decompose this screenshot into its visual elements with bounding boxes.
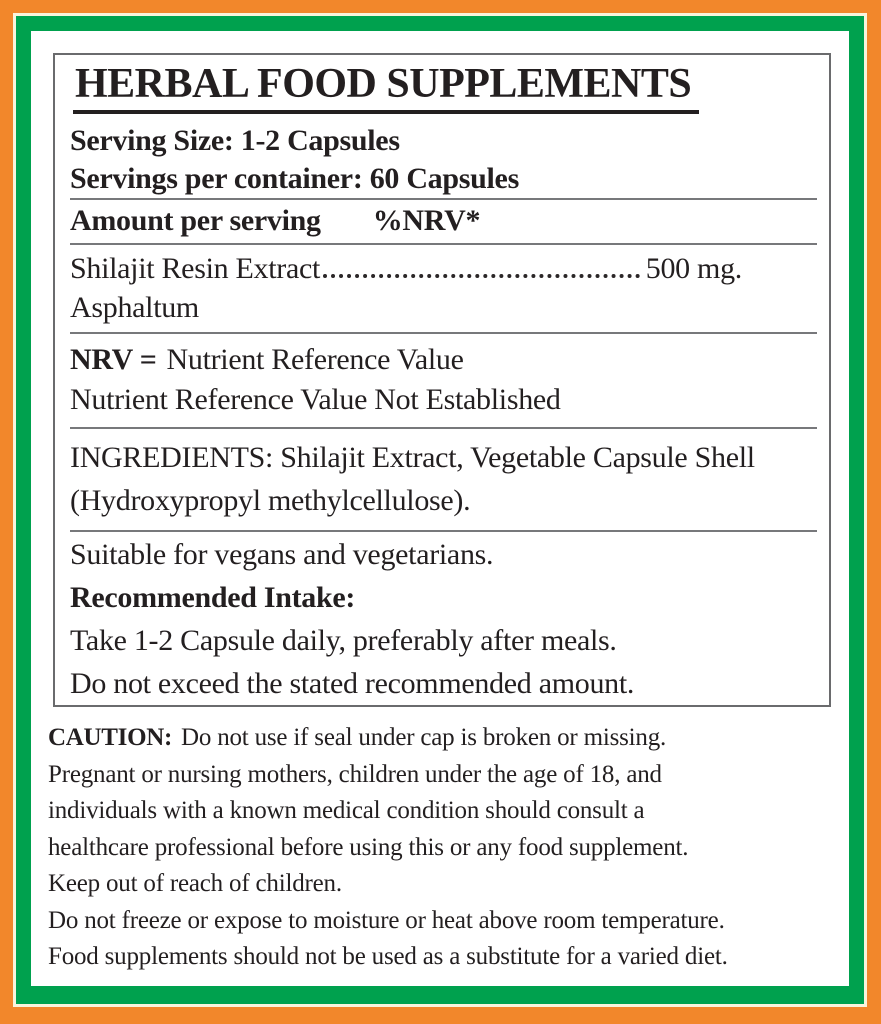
serving-size-line: Serving Size: 1-2 Capsules: [70, 124, 400, 157]
caution-line: individuals with a known medical condition should consult a: [48, 797, 645, 824]
caution-line: Keep out of reach of children.: [48, 870, 342, 897]
extract-name: Shilajit Resin Extract: [70, 252, 321, 285]
facts-header-section: [70, 55, 817, 198]
dotted-leader: [323, 274, 640, 278]
nrv-not-established-line: Nutrient Reference Value Not Established: [70, 383, 561, 416]
amount-per-serving-row: [70, 198, 817, 243]
amount-header-label: Amount per serving: [70, 204, 321, 237]
extract-amount-row: [70, 249, 742, 288]
ingredients-section: [70, 427, 817, 530]
nrv-definition-text: Nutrient Reference Value: [166, 343, 464, 376]
nrv-definition-line: [70, 340, 817, 380]
caution-line: Do not freeze or expose to moisture or heat above room temperature.: [48, 906, 725, 934]
nrv-note-section: [70, 332, 817, 427]
recommended-intake-section: [70, 530, 817, 706]
recommended-intake-label: Recommended Intake:: [70, 581, 356, 614]
panel-title: HERBAL FOOD SUPPLEMENTS: [73, 62, 699, 114]
ingredients-text: INGREDIENTS: Shilajit Extract, Vegetable Capsule Shell (Hydroxypropyl methylcellulose).: [70, 441, 755, 517]
caution-block: [48, 720, 848, 976]
extract-botanical-name: Asphaltum: [70, 291, 199, 324]
extract-section: [70, 243, 817, 332]
intake-instruction-line: Take 1-2 Capsule daily, preferably after meals.: [70, 624, 617, 657]
caution-line: healthcare professional before using this or any food supplement.: [48, 833, 689, 861]
caution-prefix: CAUTION:: [48, 724, 172, 751]
nrv-prefix: NRV =: [70, 343, 157, 376]
intake-warning-line: Do not exceed the stated recommended amount.: [70, 667, 635, 700]
supplement-facts-box: [53, 53, 831, 707]
suitability-line: Suitable for vegans and vegetarians.: [70, 538, 494, 571]
caution-line: [48, 720, 848, 757]
caution-line-text: Do not use if seal under cap is broken or missing.: [181, 724, 667, 751]
caution-line: Food supplements should not be used as a substitute for a varied diet.: [48, 943, 728, 970]
nrv-header-label: %NRV*: [372, 204, 481, 237]
caution-line: Pregnant or nursing mothers, children under the age of 18, and: [48, 760, 662, 788]
extract-amount: 500 mg.: [645, 252, 742, 285]
servings-per-container-line: Servings per container: 60 Capsules: [70, 162, 519, 195]
